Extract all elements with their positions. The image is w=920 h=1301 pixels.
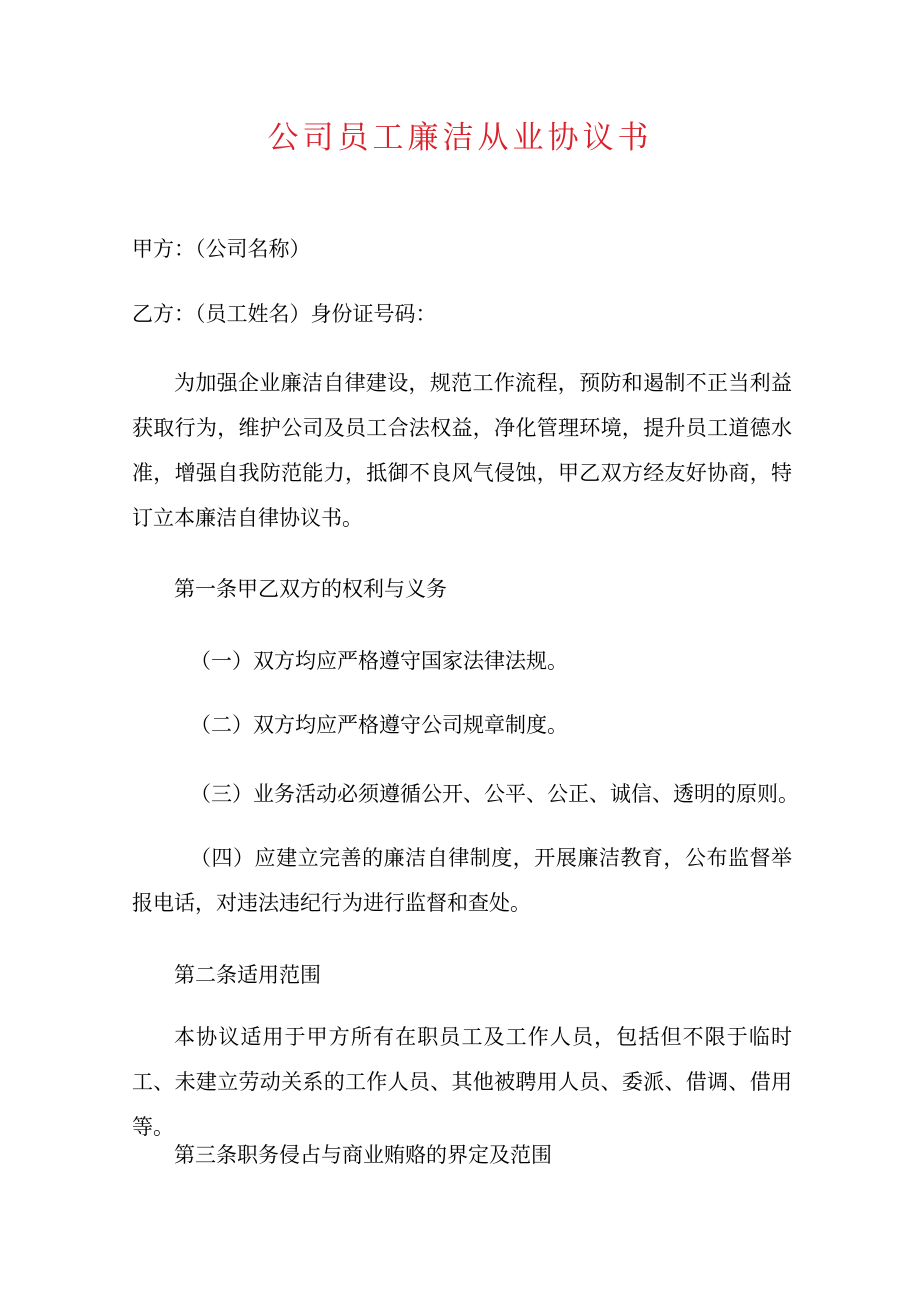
party-a-line: 甲方：（公司名称） <box>132 237 311 261</box>
article-1-heading: 第一条甲乙双方的权利与义务 <box>174 577 447 601</box>
party-b-line: 乙方：（员工姓名）身份证号码： <box>132 302 437 326</box>
article-1-item-4: （四）应建立完善的廉洁自律制度，开展廉洁教育，公布监督举报电话，对违法违纪行为进行监督和查处。 <box>132 846 792 915</box>
article-3-heading: 第三条职务侵占与商业贿赂的界定及范围 <box>174 1143 552 1167</box>
article-1-item-1: （一）双方均应严格遵守国家法律法规。 <box>190 649 568 673</box>
article-2-heading: 第二条适用范围 <box>174 963 321 987</box>
article-2-body: 本协议适用于甲方所有在职员工及工作人员，包括但不限于临时工、未建立劳动关系的工作人员、其他被聘用人员、委派、借调、借用等。 <box>132 1025 792 1139</box>
article-1-item-2: （二）双方均应严格遵守公司规章制度。 <box>190 713 568 737</box>
intro-paragraph: 为加强企业廉洁自律建设，规范工作流程，预防和遏制不正当利益获取行为，维护公司及员工合法权益，净化管理环境，提升员工道德水准，增强自我防范能力，抵御不良风气侵蚀，甲乙双方经友好协商，特订立本廉洁自律协议书。 <box>132 371 792 530</box>
document-title: 公司员工廉洁从业协议书 <box>267 120 653 156</box>
article-1-item-3: （三）业务活动必须遵循公开、公平、公正、诚信、透明的原则。 <box>190 782 799 806</box>
